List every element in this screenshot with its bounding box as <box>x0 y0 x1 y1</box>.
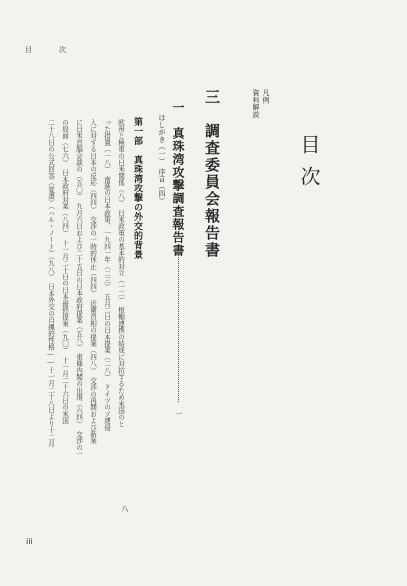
preface-line: はしがき（一） 序言（四） <box>158 114 166 205</box>
page-number: iii <box>26 537 33 546</box>
chapter-page-number: 一 <box>175 410 183 418</box>
part-heading: 第一部 真珠湾攻撃の外交的背景 <box>132 117 142 260</box>
running-header: 目 次 <box>25 46 76 54</box>
toc-body-line-1: 欧州と極東の日米関係（八） 日米政策の基本的対立（一二） 枢軸連携の結成に対抗するため米国のと <box>116 119 125 428</box>
chapter-heading: 一 真珠湾攻撃調査報告書 <box>171 101 185 257</box>
toc-body-line-2: った措置（一八） 南進の日本政策、一九四一年（二三） 五月二日の日本提案（二八） ドイツのソ連侵 <box>102 119 111 431</box>
toc-item-hanrei: 凡例 <box>262 89 270 104</box>
toc-title: 目次 <box>297 134 321 198</box>
toc-body-line-5: の局面（七六） 日本政府対案（八四） 十一月二十日の日本最終提案（九〇） 十一月二十六日の米国 <box>60 119 69 424</box>
toc-body-line-3: 入に対する日本の反応（四四） 交渉の一時的休止（四四） 近衛首相の提案（四八） 交渉の再開および新案 <box>88 119 97 445</box>
toc-body-line-6: 二十八日の公式回答（覚書）（ハル・ノート）（九八） 日本外交の自縄的性格――十一月二十八日より十二月 <box>46 119 55 447</box>
section-heading: 三 調査委員会報告書 <box>203 89 221 259</box>
chapter-leader-dots <box>178 252 179 402</box>
toc-body-line-4: に日米首脳会談の（五〇） 九月六日および二十五日の日本政府提案（五八） 東條内閣の出現（六四） 交渉の一 <box>74 119 83 458</box>
part-page-number: 八 <box>121 505 129 513</box>
toc-item-shiryo-kaisetsu: 資料解説 <box>252 89 260 118</box>
